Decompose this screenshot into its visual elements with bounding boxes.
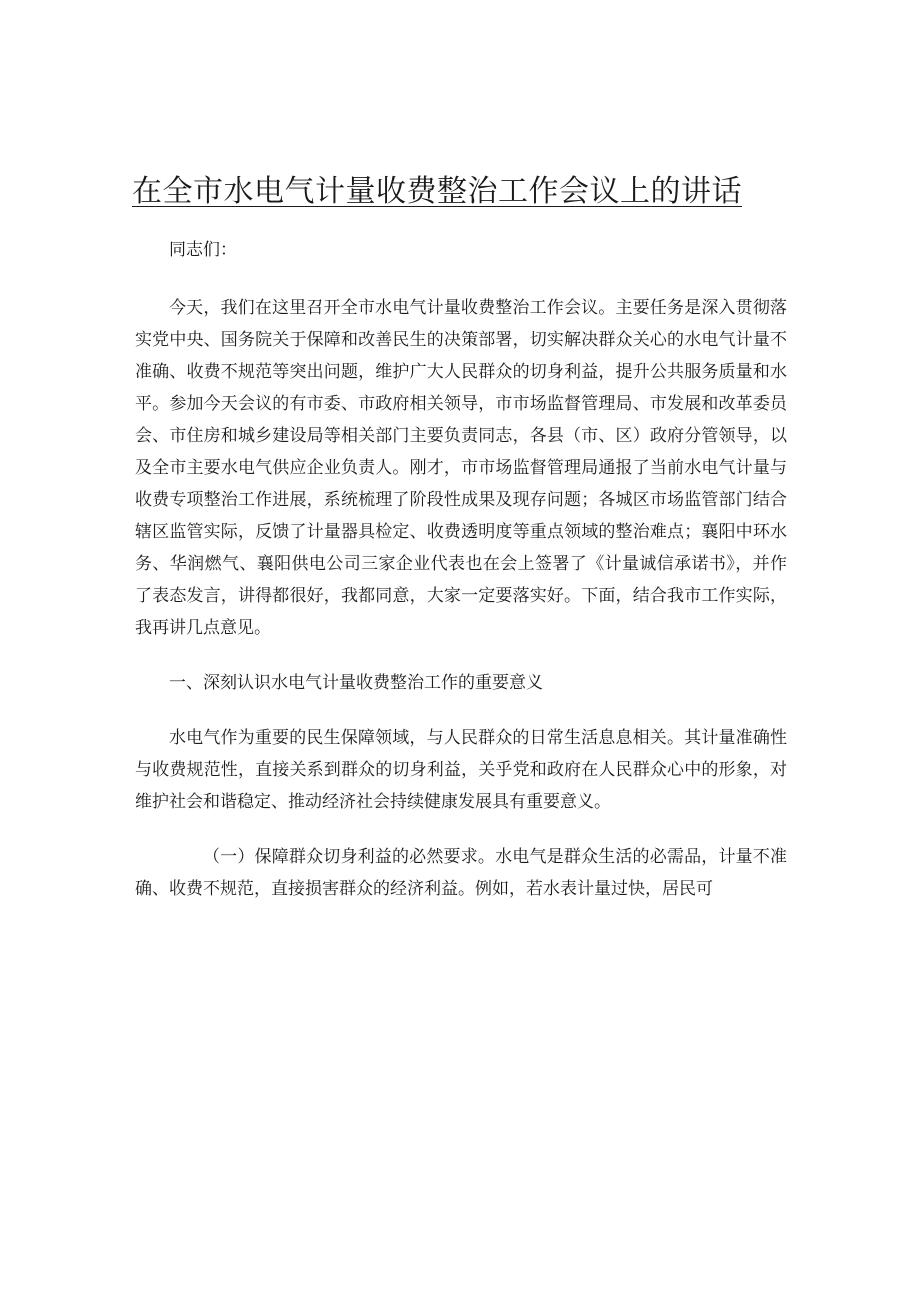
section-heading: 一、深刻认识水电气计量收费整治工作的重要意义 [169, 673, 543, 693]
document-body [135, 234, 787, 905]
salutation: 同志们： [169, 240, 237, 260]
document-title: 在全市水电气计量收费整治工作会议上的讲话 [132, 174, 742, 209]
subsection-paragraph: （一）保障群众切身利益的必然要求。水电气是群众生活的必需品，计量不准确、收费不规范，直接损害群众的经济利益。例如，若水表计量过快，居民可 [135, 847, 787, 899]
opening-paragraph: 今天，我们在这里召开全市水电气计量收费整治工作会议。主要任务是深入贯彻落实党中央、国务院关于保障和改善民生的决策部署，切实解决群众关心的水电气计量不准确、收费不规范等突出问题，维护广大人民群众的切身利益，提升公共服务质量和水平。参加今天会议的有市委、市政府相关领导，市市场监督管理局、市发展和改革委员会、市住房和城乡建设局等相关部门主要负责同志，各县（市、区）政府分管领导，以及全市主要水电气供应企业负责人。刚才，市市场监督管理局通报了当前水电气计量与收费专项整治工作进展，系统梳理了阶段性成果及现存问题；各城区市场监管部门结合辖区监管实际，反馈了计量器具检定、收费透明度等重点领域的整治难点；襄阳中环水务、华润燃气、襄阳供电公司三家企业代表也在会上签署了《计量诚信承诺书》，并作了表态发言，讲得都很好，我都同意，大家一定要落实好。下面，结合我市工作实际，我再讲几点意见。 [135, 298, 787, 638]
section-paragraph: 水电气作为重要的民生保障领域，与人民群众的日常生活息息相关。其计量准确性与收费规范性，直接关系到群众的切身利益，关乎党和政府在人民群众心中的形象，对维护社会和谐稳定、推动经济社会持续健康发展具有重要意义。 [135, 728, 787, 812]
